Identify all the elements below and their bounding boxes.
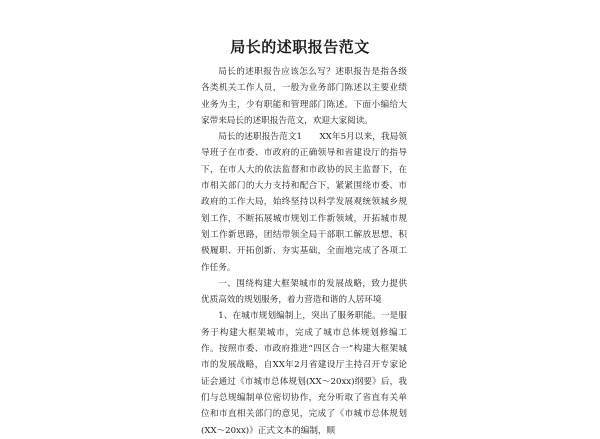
section-heading: 一、围绕构建大框架城市的发展战略，致力提供优质高效的规划服务，着力营造和谐的人居环境 [201, 278, 407, 306]
document-body [201, 64, 407, 439]
report-paragraph: 局长的述职报告范文1 XX年5月以来，我局领导班子在市委、市政府的正确领导和省建设厅的指导下，在市人大的依法监督和市政协的民主监督下，在市相关部门的大力支持和配合下，紧紧围绕市委、市政府的工作大局，始终坚持以科学发展观统领城乡规划工作，不断拓展城市规划工作新领域，开拓城市规划工作新思路，团结带领全局干部职工解放思想、积极履职、开拓创新、夯实基础，全面地完成了各项工作任务。 [201, 132, 407, 273]
document-title: 局长的述职报告范文 [230, 38, 370, 56]
intro-paragraph: 局长的述职报告应该怎么写？述职报告是指各级各类机关工作人员，一般为业务部门陈述以主要业绩业务为主，少有职能和管理部门陈述。下面小编给大家带来局长的述职报告范文，欢迎大家阅读。 [201, 67, 407, 126]
subsection-paragraph: 1、在城市规划编制上，突出了服务职能。一是服务于构建大框架城市，完成了城市总体规划修编工作。按照市委、市政府推进“四区合一”构建大框架城市的发展战略，自XX年2月省建设厅主持召开专家论证会通过《市城市总体规划(XX～20xx)纲要》后，我们与总规编制单位密切协作，充分听取了省直有关单位和市直相关部门的意见，完成了《市城市总体规划(XX～20xx)》正式文本的编制，顺 [201, 311, 407, 436]
